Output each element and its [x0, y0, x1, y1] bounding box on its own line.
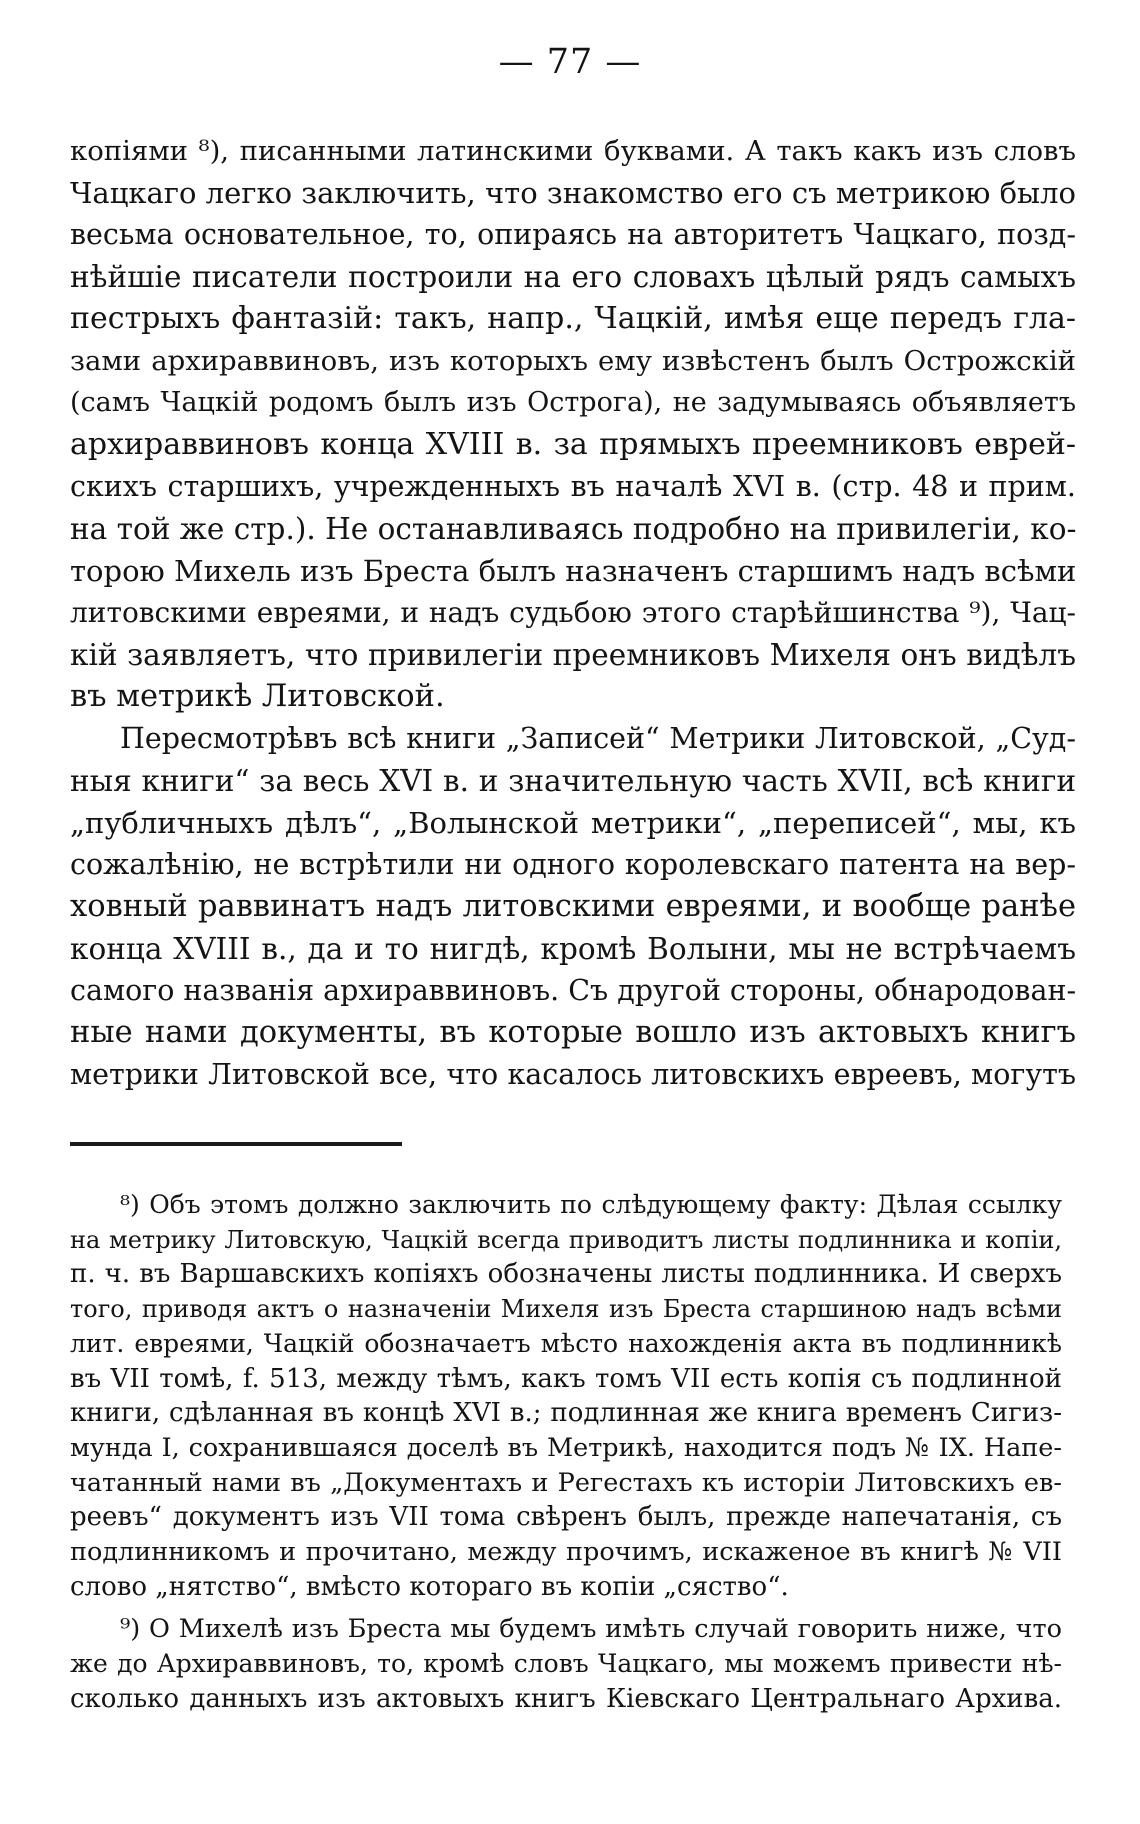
footnotes [70, 1188, 1062, 1717]
text-line: въ метрикѣ Литовской. [70, 679, 445, 714]
text-line: конца XVIII в., да и то нигдѣ, кромѣ Волыни, мы не встрѣчаемъ [70, 932, 1076, 966]
footnote-line: сколько данныхъ изъ актовыхъ книгъ Кіевскаго Центральнаго Архива. [70, 1683, 1062, 1714]
footnote-line: чатанный нами въ „Документахъ и Регестахъ къ исторіи Литовскихъ ев- [70, 1467, 1062, 1498]
text-line: метрики Литовской все, что касалось литовскихъ евреевъ, могутъ [70, 1058, 1076, 1091]
footnote-line: въ VII томѣ, f. 513, между тѣмъ, какъ томъ VII есть копія съ подлинной [70, 1363, 1062, 1394]
footnote-line: п. ч. въ Варшавскихъ копіяхъ обозначены листы подлинника. И сверхъ [70, 1259, 1062, 1290]
text-line: (самъ Чацкій родомъ былъ изъ Острога), не задумываясь объявляетъ [70, 387, 1076, 418]
text-line: зами архираввиновъ, изъ которыхъ ему извѣстенъ былъ Острожскій [70, 345, 1076, 377]
text-line: „публичныхъ дѣлъ“, „Волынской метрики“, „переписей“, мы, къ [70, 806, 1076, 840]
text-line: ные нами документы, въ которые вошло изъ актовыхъ книгъ [70, 1015, 1076, 1050]
main-text [70, 130, 1076, 1096]
footnote-line: того, приводя актъ о назначеніи Михеля изъ Бреста старшиною надъ всѣми [70, 1295, 1062, 1324]
text-line: весьма основательное, то, опираясь на авторитетъ Чацкаго, позд- [70, 218, 1076, 251]
footnote-line: мунда I, сохранившаяся доселѣ въ Метрикѣ, находится подъ № IX. Напе- [70, 1432, 1062, 1463]
footnote-line: реевъ“ документъ изъ VII тома свѣренъ былъ, прежде напечатанія, съ [70, 1502, 1062, 1533]
text-line: сожалѣнію, не встрѣтили ни одного королевскаго патента на вер- [70, 848, 1076, 881]
text-line: на той же стр.). Не останавливаясь подробно на привилегіи, ко- [70, 512, 1077, 546]
text-line: архираввиновъ конца XVIII в. за прямыхъ преемниковъ еврей- [70, 427, 1076, 462]
text-line: самого названія архираввиновъ. Съ другой стороны, обнародован- [70, 974, 1077, 1007]
page-number: — 77 — [498, 42, 642, 82]
footnote-line: слово „нятство“, вмѣсто котораго въ копіи „сяство“. [70, 1571, 789, 1602]
footnote-line: книги, сдѣланная въ концѣ XVI в.; подлинная же книга временъ Сигиз- [70, 1398, 1062, 1429]
text-line: копіями ⁸), писанными латинскими буквами. А такъ какъ изъ словъ [70, 135, 1076, 167]
text-line: торою Михель изъ Бреста былъ назначенъ старшимъ надъ всѣми [70, 554, 1077, 588]
footnote-line: на метрику Литовскую, Чацкій всегда приводитъ листы подлинника и копіи, [70, 1225, 1062, 1254]
footnote-line: же до Архираввиновъ, то, кромѣ словъ Чацкаго, мы можемъ привести нѣ- [70, 1649, 1062, 1679]
text-line: скихъ старшихъ, учрежденныхъ въ началѣ XVI в. (стр. 48 и прим. [70, 470, 1076, 503]
text-line: пестрыхъ фантазій: такъ, напр., Чацкій, имѣя еще передъ гла- [70, 301, 1076, 336]
footnote-separator [70, 1142, 402, 1146]
footnote-line: ⁸) Объ этомъ должно заключить по слѣдующему факту: Дѣлая ссылку [120, 1190, 1062, 1219]
text-line: литовскими евреями, и надъ судьбою этого старѣйшинства ⁹), Чац- [70, 596, 1076, 629]
text-line: ховный раввинатъ надъ литовскими евреями, и вообще ранѣе [70, 889, 1076, 924]
text-line: Пересмотрѣвъ всѣ книги „Записей“ Метрики Литовской, „Суд- [120, 722, 1076, 755]
footnote-line: подлинникомъ и прочитано, между прочимъ, искаженое въ книгѣ № VII [70, 1537, 1062, 1568]
text-line: кій заявляетъ, что привилегіи преемниковъ Михеля онъ видѣлъ [70, 638, 1076, 672]
text-line: Чацкаго легко заключить, что знакомство его съ метрикою было [70, 176, 1076, 210]
text-line: ныя книги“ за весь XVI в. и значительную часть XVII, всѣ книги [70, 764, 1076, 798]
text-line: нѣйшіе писатели построили на его словахъ цѣлый рядъ самыхъ [70, 260, 1076, 294]
footnote-line: ⁹) О Михелѣ изъ Бреста мы будемъ имѣть случай говорить ниже, что [120, 1614, 1062, 1645]
footnote-line: лит. евреями, Чацкій обозначаетъ мѣсто нахожденія акта въ подлинникѣ [70, 1328, 1062, 1358]
